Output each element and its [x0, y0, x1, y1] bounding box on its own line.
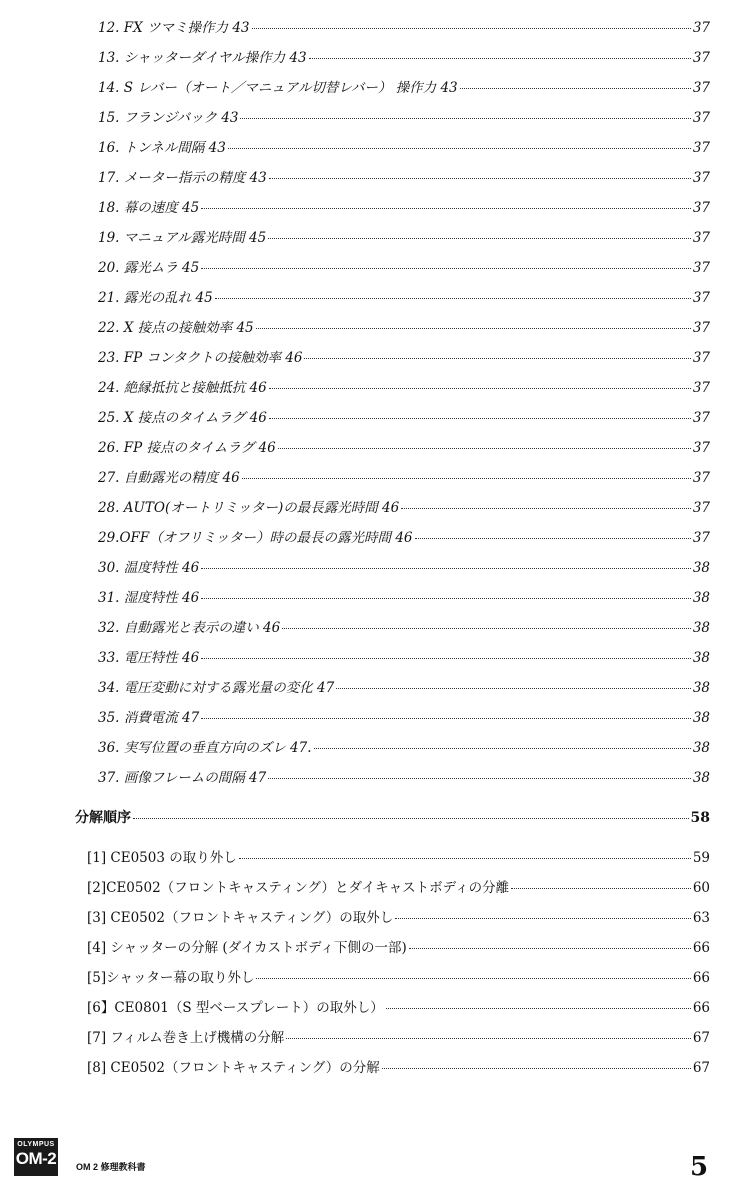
toc-entry-page: 38 [692, 590, 710, 606]
toc-entry-title: 14. S レバー（オート／マニュアル切替レバー） 操作力 43 [98, 80, 458, 96]
toc-entry-title: 19. マニュアル露光時間 45 [98, 230, 267, 246]
toc-entry-title: 22. X 接点の接触効率 45 [98, 320, 254, 336]
toc-entry [98, 49, 710, 67]
toc-entry-page: 38 [692, 770, 710, 786]
toc-step-entry [87, 849, 710, 867]
toc-entry [98, 79, 710, 97]
page-number: 5 [690, 1152, 709, 1182]
logo-model-text: OM-2 [15, 1149, 57, 1168]
toc-entry-title: 17. メーター指示の精度 43 [98, 170, 267, 186]
toc-entry [98, 349, 710, 367]
dot-leader [282, 628, 691, 629]
dot-leader [511, 888, 691, 889]
toc-section-page: 58 [690, 810, 710, 826]
toc-entry-page: 38 [692, 560, 710, 576]
toc-step-page: 67 [692, 1060, 710, 1076]
dot-leader [269, 388, 691, 389]
toc-entry-page: 37 [692, 80, 710, 96]
dot-leader [409, 948, 691, 949]
toc-entry-page: 37 [692, 530, 710, 546]
toc-entry-title: 20. 露光ムラ 45 [98, 260, 200, 276]
toc-entry-title: 13. シャッターダイヤル操作力 43 [98, 50, 307, 66]
dot-leader [460, 88, 691, 89]
dot-leader [395, 918, 691, 919]
toc-entry-page: 37 [692, 170, 710, 186]
dot-leader [268, 238, 691, 239]
toc-entry [98, 439, 710, 457]
toc-entry-title: 33. 電圧特性 46 [98, 650, 200, 666]
toc-entry-title: 30. 温度特性 46 [98, 560, 200, 576]
toc-entry [98, 649, 710, 667]
toc-entry [98, 529, 710, 547]
toc-step-page: 66 [692, 940, 710, 956]
toc-entry-title: 36. 実写位置の垂直方向のズレ 47. [98, 740, 312, 756]
toc-step-title: [6】CE0801（S 型ベースプレート）の取外し） [87, 1000, 384, 1016]
toc-entry-title: 25. X 接点のタイムラグ 46 [98, 410, 267, 426]
toc-step-title: [1] CE0503 の取り外し [87, 850, 237, 866]
toc-entry-page: 37 [692, 500, 710, 516]
toc-entry-title: 31. 湿度特性 46 [98, 590, 200, 606]
toc-entry-page: 37 [692, 470, 710, 486]
dot-leader [304, 358, 690, 359]
dot-leader [215, 298, 691, 299]
toc-step-entry [87, 1029, 710, 1047]
dot-leader [242, 478, 691, 479]
toc-entry [98, 559, 710, 577]
dot-leader [286, 1038, 691, 1039]
dot-leader [252, 28, 691, 29]
dot-leader [239, 858, 691, 859]
toc-entry-page: 37 [692, 260, 710, 276]
dot-leader [201, 718, 691, 719]
toc-step-page: 67 [692, 1030, 710, 1046]
toc-entry-page: 37 [692, 50, 710, 66]
toc-entry [98, 499, 710, 517]
toc-step-page: 59 [692, 850, 710, 866]
toc-step-entry [87, 879, 710, 897]
toc-entry-page: 37 [692, 350, 710, 366]
toc-entry [98, 169, 710, 187]
dot-leader [401, 508, 691, 509]
toc-entry [98, 379, 710, 397]
toc-entry-page: 37 [692, 320, 710, 336]
toc-step-entry [87, 909, 710, 927]
dot-leader [240, 118, 690, 119]
toc-entry [98, 409, 710, 427]
toc-entry [98, 319, 710, 337]
toc-entry-title: 29.OFF（オフリミッター）時の最長の露光時間 46 [98, 530, 413, 546]
toc-entry [98, 229, 710, 247]
dot-leader [201, 568, 691, 569]
logo-brand-text: OLYMPUS [17, 1141, 55, 1148]
dot-leader [268, 778, 691, 779]
toc-section-title: 分解順序 [75, 810, 131, 826]
toc-entry-title: 27. 自動露光の精度 46 [98, 470, 240, 486]
dot-leader [201, 658, 691, 659]
toc-step-title: [4] シャッターの分解 (ダイカストボディ下側の一部) [87, 940, 407, 956]
toc-entry [98, 259, 710, 277]
dot-leader [256, 978, 690, 979]
toc-entry-page: 37 [692, 230, 710, 246]
toc-entry-page: 38 [692, 620, 710, 636]
toc-step-page: 66 [692, 1000, 710, 1016]
toc-entry-page: 37 [692, 380, 710, 396]
toc-entry [98, 679, 710, 697]
toc-step-title: [2]CE0502（フロントキャスティング）とダイキャストボディの分離 [87, 880, 510, 896]
toc-step-page: 63 [692, 910, 710, 926]
toc-entry-page: 37 [692, 140, 710, 156]
toc-entry [98, 469, 710, 487]
toc-entry [98, 199, 710, 217]
toc-entry-page: 37 [692, 110, 710, 126]
toc-entry [98, 769, 710, 787]
toc-entry-title: 34. 電圧変動に対する露光量の変化 47 [98, 680, 335, 696]
toc-step-title: [8] CE0502（フロントキャスティング）の分解 [87, 1060, 380, 1076]
toc-entry-page: 38 [692, 710, 710, 726]
toc-step-entry [87, 1059, 710, 1077]
dot-leader [269, 418, 691, 419]
toc-entry-page: 38 [692, 650, 710, 666]
toc-entry-title: 18. 幕の速度 45 [98, 200, 200, 216]
toc-entry [98, 709, 710, 727]
toc-entry-title: 12. FX ツマミ操作力 43 [98, 20, 250, 36]
toc-section-heading [75, 809, 710, 827]
toc-entry-page: 38 [692, 740, 710, 756]
toc-entry [98, 19, 710, 37]
toc-entry-page: 37 [692, 290, 710, 306]
toc-entry-page: 38 [692, 680, 710, 696]
toc-entry [98, 589, 710, 607]
toc-entry-page: 37 [692, 20, 710, 36]
olympus-om2-logo [14, 1138, 58, 1176]
toc-step-entry [87, 999, 710, 1017]
toc-entry-title: 15. フランジバック 43 [98, 110, 239, 126]
dot-leader [415, 538, 691, 539]
dot-leader [256, 328, 691, 329]
toc-step-title: [7] フィルム巻き上げ機構の分解 [87, 1030, 285, 1046]
toc-step-page: 60 [692, 880, 710, 896]
toc-step-entry [87, 939, 710, 957]
toc-entry-title: 26. FP 接点のタイムラグ 46 [98, 440, 276, 456]
toc-step-page: 66 [692, 970, 710, 986]
dot-leader [309, 58, 691, 59]
document-title: OM 2 修理教科書 [76, 1162, 146, 1172]
toc-entry [98, 289, 710, 307]
toc-entry [98, 139, 710, 157]
toc-entry [98, 109, 710, 127]
toc-entry-title: 21. 露光の乱れ 45 [98, 290, 213, 306]
toc-entry-page: 37 [692, 200, 710, 216]
dot-leader [278, 448, 691, 449]
dot-leader [201, 208, 691, 209]
toc-step-entry [87, 969, 710, 987]
dot-leader [133, 818, 689, 819]
toc-entry-title: 35. 消費電流 47 [98, 710, 200, 726]
toc-entry-title: 24. 絶縁抵抗と接触抵抗 46 [98, 380, 267, 396]
toc-entry-title: 23. FP コンタクトの接触効率 46 [98, 350, 303, 366]
toc-entry-page: 37 [692, 440, 710, 456]
toc-entry-title: 37. 画像フレームの間隔 47 [98, 770, 267, 786]
dot-leader [201, 268, 691, 269]
toc-entry-title: 28. AUTO(オートリミッター)の最長露光時間 46 [98, 500, 400, 516]
toc-entry [98, 739, 710, 757]
toc-step-title: [5]シャッター幕の取り外し [87, 970, 255, 986]
dot-leader [386, 1008, 691, 1009]
toc-entry-title: 16. トンネル間隔 43 [98, 140, 226, 156]
toc-step-title: [3] CE0502（フロントキャスティング）の取外し [87, 910, 394, 926]
dot-leader [228, 148, 691, 149]
dot-leader [336, 688, 691, 689]
toc-entry-page: 37 [692, 410, 710, 426]
toc-entry-title: 32. 自動露光と表示の違い 46 [98, 620, 281, 636]
dot-leader [314, 748, 691, 749]
toc-entry [98, 619, 710, 637]
dot-leader [382, 1068, 691, 1069]
dot-leader [201, 598, 691, 599]
dot-leader [269, 178, 691, 179]
